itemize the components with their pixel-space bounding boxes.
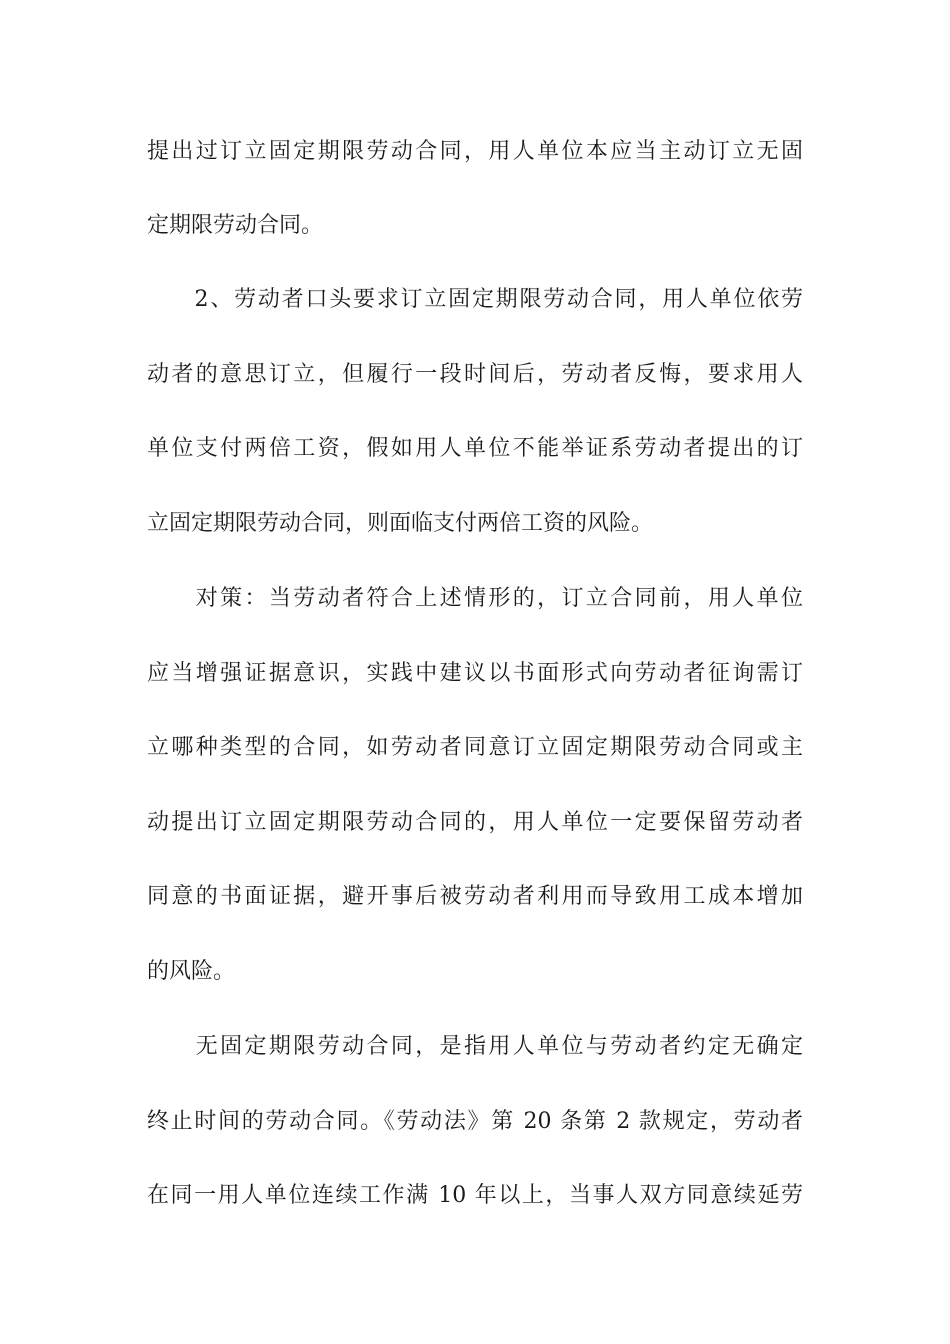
text-line: 终止时间的劳动合同。《劳动法》第 20 条第 2 款规定，劳动者	[147, 1109, 803, 1134]
text-line: 动者的意思订立，但履行一段时间后，劳动者反悔，要求用人	[147, 362, 803, 387]
text-line: 的风险。	[147, 959, 236, 984]
text-line: 提出过订立固定期限劳动合同，用人单位本应当主动订立无固	[147, 139, 803, 164]
text-line: 2、劳动者口头要求订立固定期限劳动合同，用人单位依劳	[147, 287, 803, 312]
text-line: 单位支付两倍工资，假如用人单位不能举证系劳动者提出的订	[147, 436, 803, 461]
text-line: 动提出订立固定期限劳动合同的，用人单位一定要保留劳动者	[147, 810, 803, 835]
text-line: 立哪种类型的合同，如劳动者同意订立固定期限劳动合同或主	[147, 735, 803, 760]
text-line: 同意的书面证据，避开事后被劳动者利用而导致用工成本增加	[147, 884, 803, 909]
text-line: 对策：当劳动者符合上述情形的，订立合同前，用人单位	[147, 586, 803, 611]
text-line: 无固定期限劳动合同，是指用人单位与劳动者约定无确定	[147, 1034, 803, 1059]
text-line: 应当增强证据意识，实践中建议以书面形式向劳动者征询需订	[147, 661, 803, 686]
text-line: 在同一用人单位连续工作满 10 年以上，当事人双方同意续延劳	[147, 1183, 803, 1208]
text-line: 立固定期限劳动合同，则面临支付两倍工资的风险。	[147, 511, 654, 536]
text-line: 定期限劳动合同。	[147, 213, 324, 238]
